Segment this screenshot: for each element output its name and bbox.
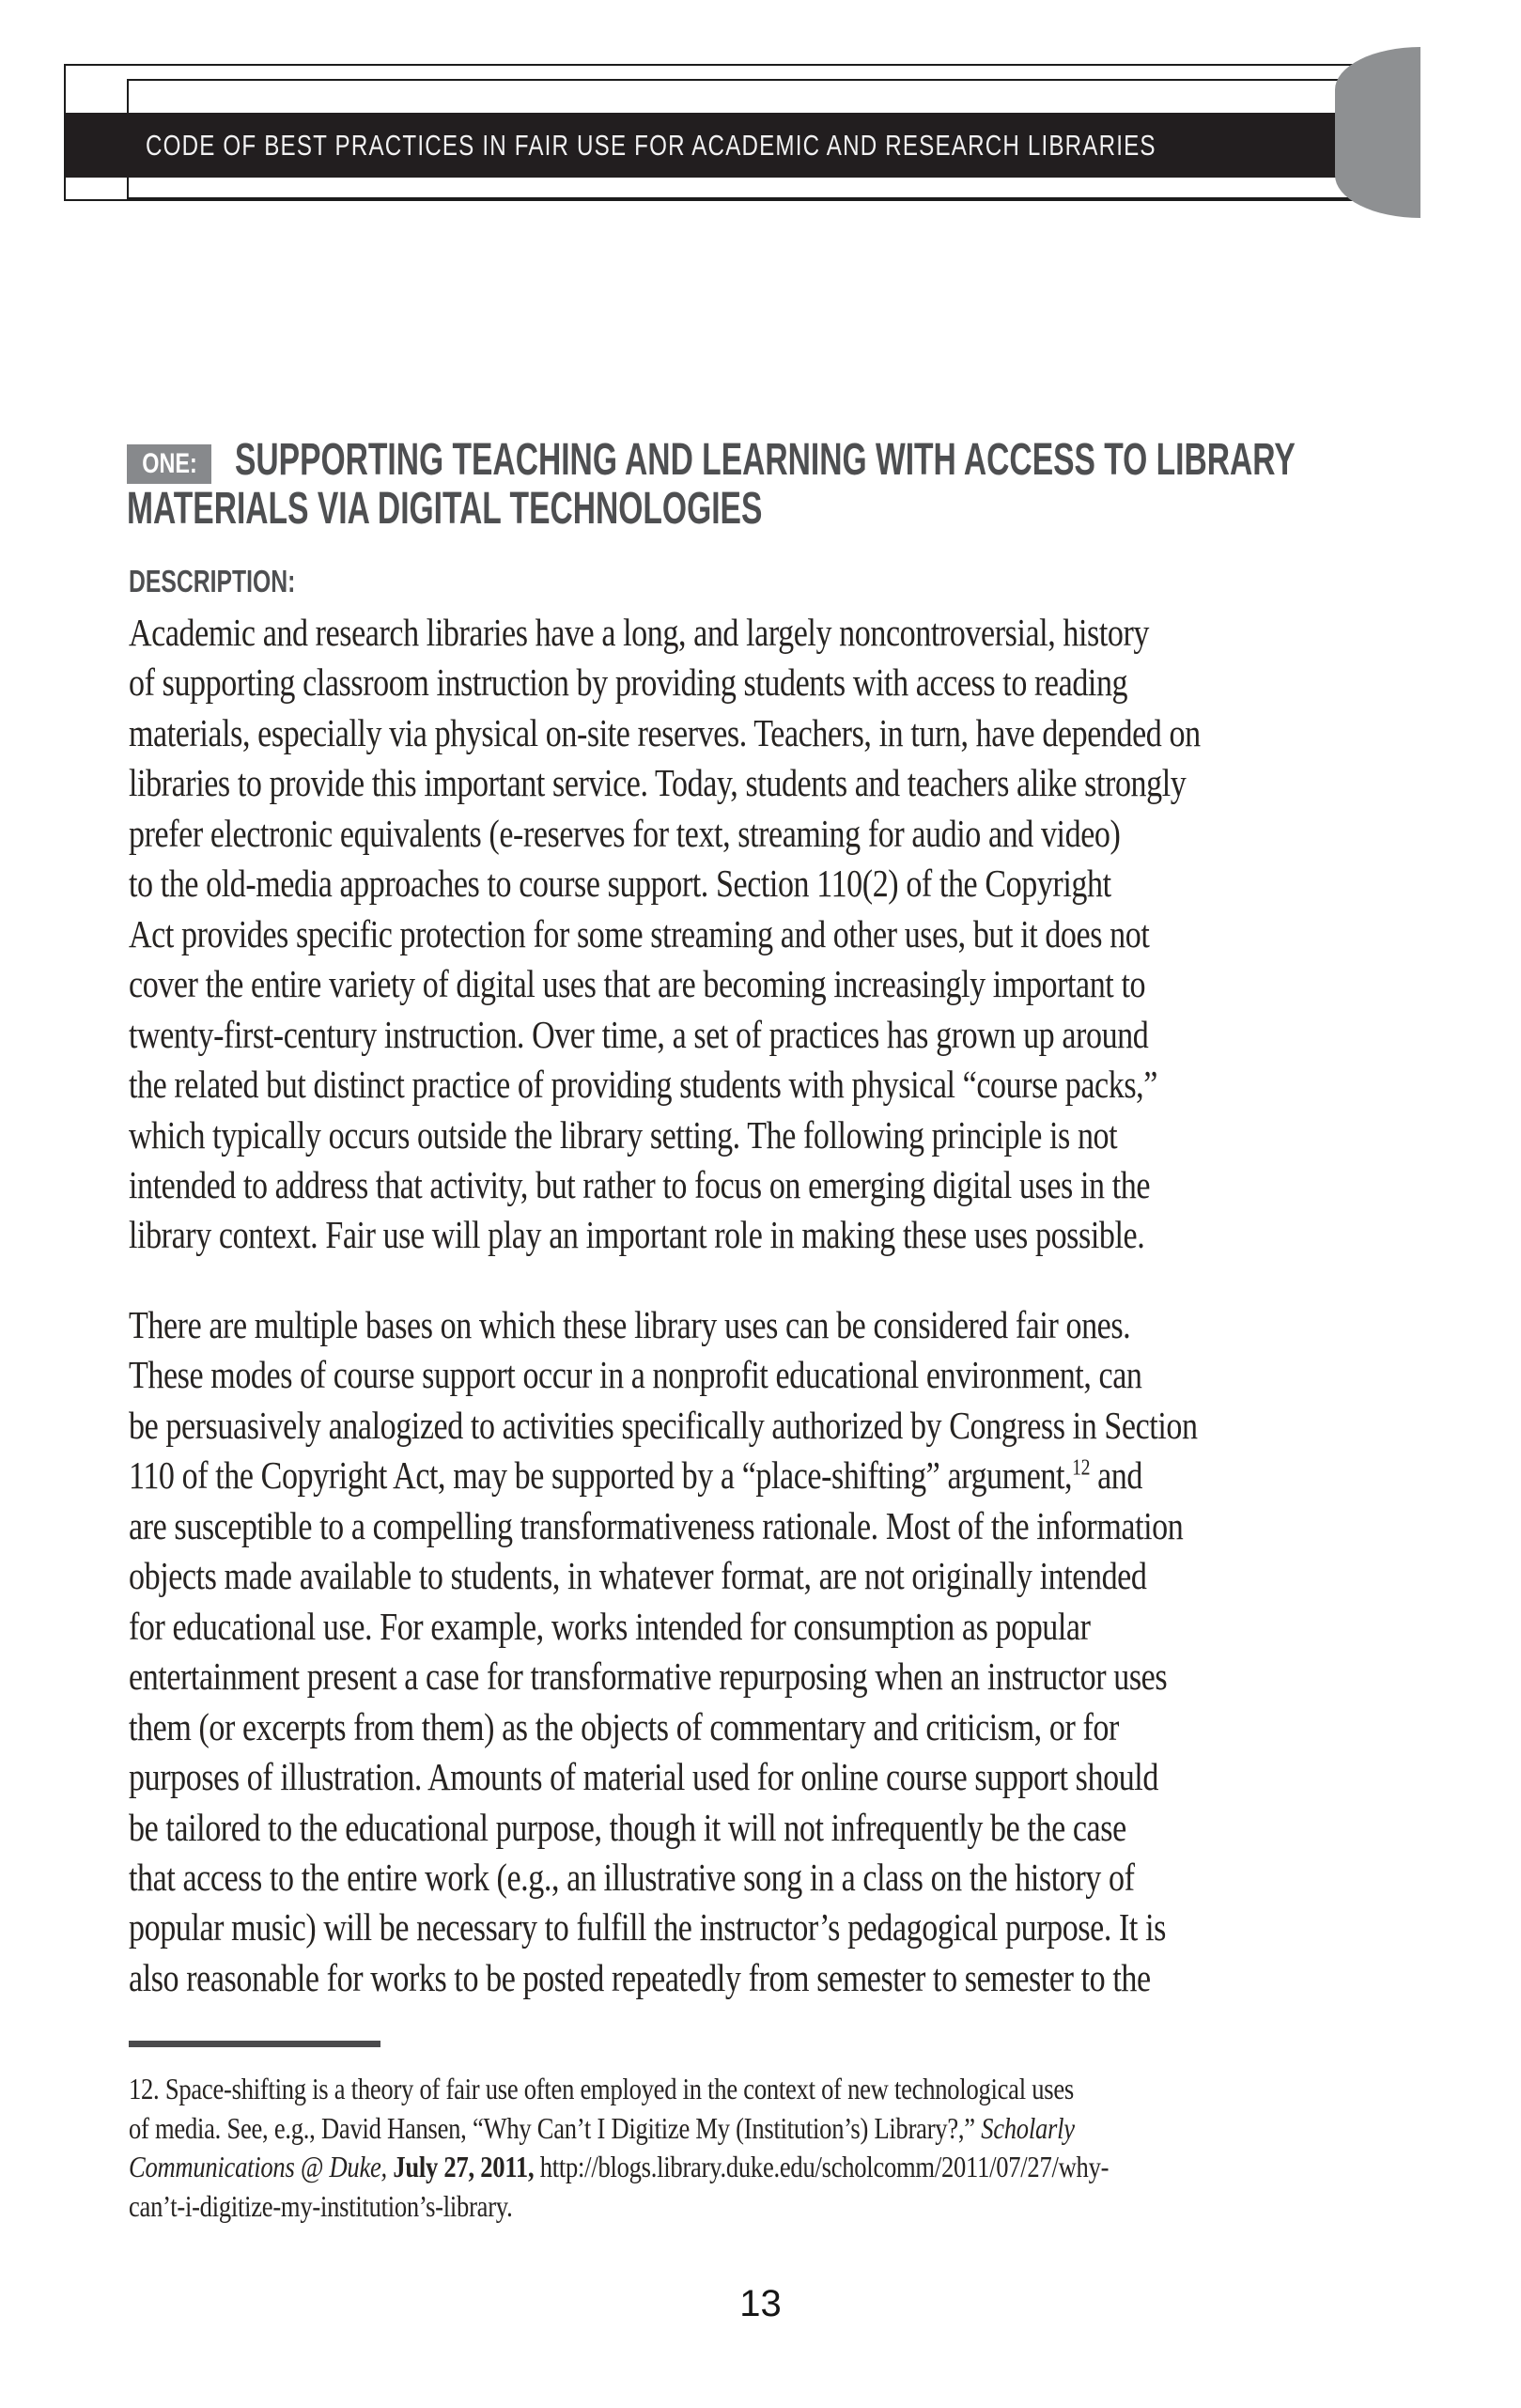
body-line: also reasonable for works to be posted repeatedly from semester to semester to the — [129, 1955, 1151, 1999]
footnote-rule — [129, 2041, 380, 2047]
body-line: to the old-media approaches to course support. Section 110(2) of the Copyright — [129, 862, 1111, 906]
paragraph-2 — [129, 1300, 1423, 2003]
footnote-line: Communications @ Duke, July 27, 2011, http://blogs.library.duke.edu/scholcomm/2011/07/27/why- — [129, 2150, 1110, 2184]
text-segment: July 27, 2011, — [393, 2150, 535, 2184]
body-line: of supporting classroom instruction by providing students with access to reading — [129, 660, 1128, 705]
body-line: popular music) will be necessary to fulfill the instructor’s pedagogical purpose. It is — [129, 1905, 1166, 1950]
body-line: purposes of illustration. Amounts of material used for online course support should — [129, 1755, 1158, 1799]
body-line: entertainment present a case for transformative repurposing when an instructor uses — [129, 1655, 1168, 1699]
body-line: 110 of the Copyright Act, may be supported by a “place-shifting” argument,$^{12}$ and — [129, 1453, 1142, 1498]
text-segment: 12 — [1072, 1455, 1091, 1481]
footnote-line: can’t-i-digitize-my-institution’s-library. — [129, 2189, 513, 2224]
footnote-line: of media. See, e.g., David Hansen, “Why Can’t I Digitize My (Institution’s) Library?,” Scholarly — [129, 2110, 1075, 2145]
footnote-line: 12. Space-shifting is a theory of fair use often employed in the context of new technological uses — [129, 2072, 1074, 2105]
section-title-line1: SUPPORTING TEACHING AND LEARNING WITH ACCESS TO LIBRARY — [235, 435, 1296, 485]
body-line: are susceptible to a compelling transformativeness rationale. Most of the information — [129, 1503, 1184, 1547]
semicircle-ornament — [1335, 47, 1420, 218]
body-line: the related but distinct practice of providing students with physical “course packs,” — [129, 1063, 1157, 1107]
body-line: them (or excerpts from them) as the objects of commentary and criticism, or for — [129, 1704, 1119, 1748]
body-line: There are multiple bases on which these library uses can be considered fair ones. — [129, 1303, 1131, 1346]
page-number: 13 — [739, 2283, 782, 2324]
body-line: library context. Fair use will play an important role in making these uses possible. — [129, 1213, 1145, 1257]
body-line: prefer electronic equivalents (e-reserves for text, streaming for audio and video) — [129, 811, 1121, 855]
header-title: CODE OF BEST PRACTICES IN FAIR USE FOR ACADEMIC AND RESEARCH LIBRARIES — [146, 128, 1156, 162]
body-line: twenty-first-century instruction. Over time, a set of practices has grown up around — [129, 1012, 1149, 1056]
body-line: materials, especially via physical on-site reserves. Teachers, in turn, have depended on — [129, 710, 1201, 754]
body-line: libraries to provide this important service. Today, students and teachers alike strongly — [129, 761, 1187, 805]
body-line: Academic and research libraries have a long, and largely noncontroversial, history — [129, 611, 1150, 654]
body-line: that access to the entire work (e.g., an illustrative song in a class on the history of — [129, 1855, 1135, 1899]
text-segment: Scholarly — [981, 2110, 1075, 2145]
body-line: intended to address that activity, but rather to focus on emerging digital uses in the — [129, 1162, 1151, 1206]
body-line: These modes of course support occur in a nonprofit educational environment, can — [129, 1353, 1142, 1397]
body-line: for educational use. For example, works intended for consumption as popular — [129, 1604, 1091, 1648]
description-label: DESCRIPTION: — [129, 564, 296, 598]
body-line: which typically occurs outside the library setting. The following principle is not — [129, 1112, 1118, 1157]
body-line: cover the entire variety of digital uses that are becoming increasingly important to — [129, 962, 1146, 1006]
header-bar — [66, 113, 1420, 178]
section-title-line2: MATERIALS VIA DIGITAL TECHNOLOGIES — [127, 484, 763, 534]
paragraph-1 — [129, 608, 1423, 1261]
body-line: Act provides specific protection for some streaming and other uses, but it does not — [129, 911, 1150, 955]
text-segment: Communications @ Duke, — [129, 2150, 387, 2184]
body-line: be persuasively analogized to activities specifically authorized by Congress in Section — [129, 1403, 1198, 1447]
section-number-badge — [127, 444, 211, 484]
body-line: objects made available to students, in whatever format, are not originally intended — [129, 1554, 1147, 1598]
section-number-label: ONE: — [141, 448, 197, 479]
footnote — [129, 2070, 1423, 2227]
body-line: be tailored to the educational purpose, though it will not infrequently be the case — [129, 1805, 1126, 1849]
